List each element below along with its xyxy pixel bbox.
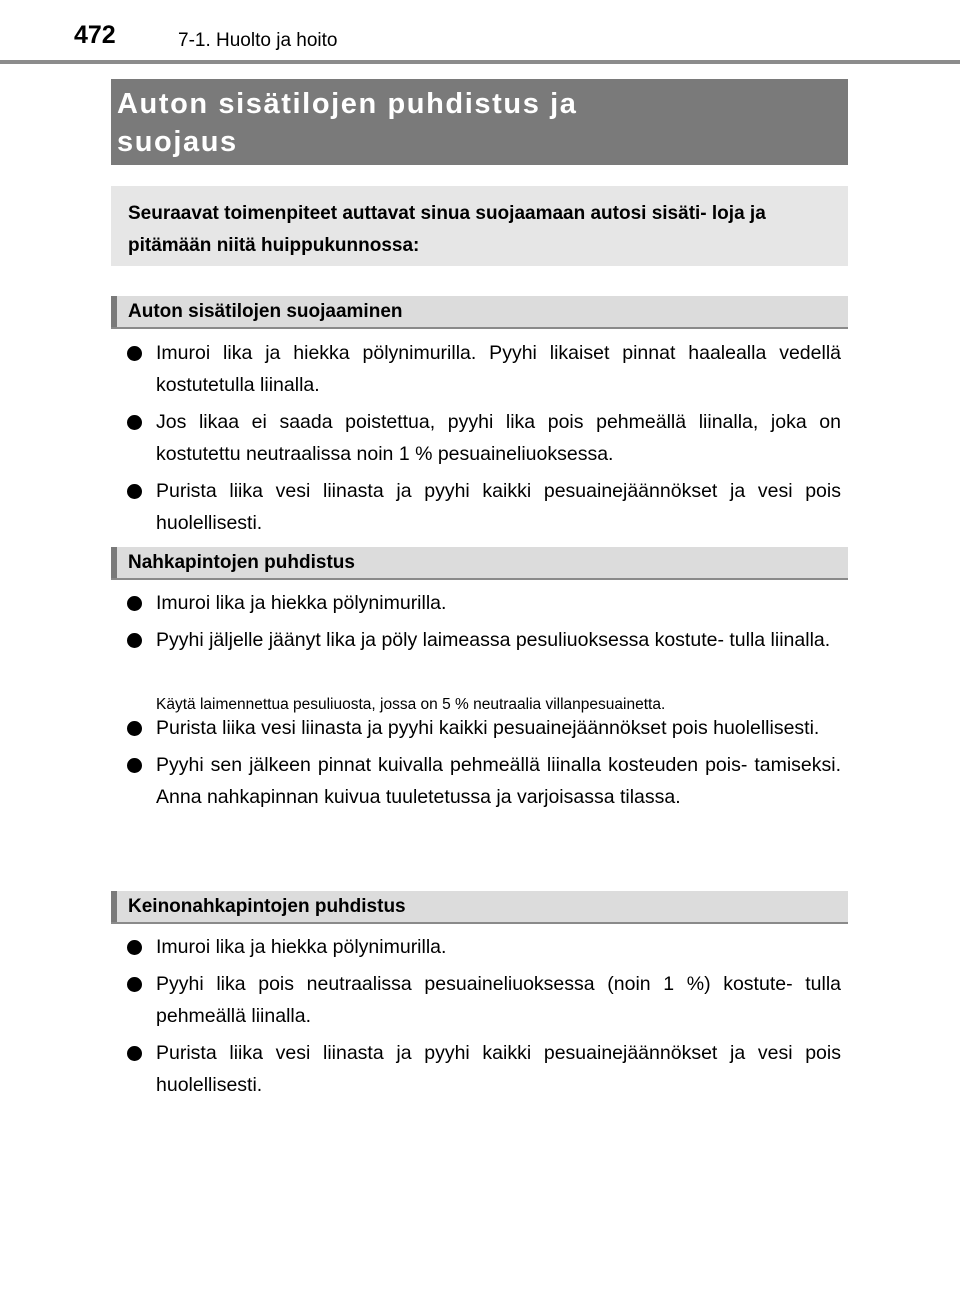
bullet-icon xyxy=(127,940,142,955)
bullet-list-leather-cleaning xyxy=(127,587,841,661)
list-item-text: Imuroi lika ja hiekka pölynimurilla. xyxy=(156,592,447,614)
header-rule xyxy=(0,60,960,64)
bullet-icon xyxy=(127,346,142,361)
list-item xyxy=(127,475,841,539)
subheading-text: Nahkapintojen puhdistus xyxy=(128,552,355,573)
page-title-line-2: suojaus xyxy=(117,126,238,158)
list-item xyxy=(127,749,841,813)
bullet-icon xyxy=(127,758,142,773)
bullet-icon xyxy=(127,977,142,992)
list-item-text: Jos likaa ei saada poistettua, pyyhi lika pois pehmeällä liinalla, joka on kostutettu neutraalissa noin 1 % pesuaineliuoksessa. xyxy=(156,411,841,465)
list-item xyxy=(127,931,841,963)
page-header xyxy=(0,0,960,64)
bullet-list-leather-cleaning-continued xyxy=(127,712,841,818)
bullet-icon xyxy=(127,721,142,736)
list-item xyxy=(127,712,841,744)
list-item xyxy=(127,337,841,401)
list-item xyxy=(127,406,841,470)
bullet-list-interior-protection xyxy=(127,337,841,544)
list-item-text: Purista liika vesi liinasta ja pyyhi kaikki pesuainejäännökset ja vesi pois huolellisesti. xyxy=(156,1042,841,1096)
subheading-interior-protection xyxy=(111,296,848,329)
subheading-synthetic-leather-cleaning xyxy=(111,891,848,924)
list-item xyxy=(127,968,841,1032)
list-item xyxy=(127,1037,841,1101)
subheading-text: Auton sisätilojen suojaaminen xyxy=(128,301,403,322)
list-item-text: Pyyhi sen jälkeen pinnat kuivalla pehmeällä liinalla kosteuden pois- tamiseksi. Anna nahkapinnan kuivua tuuletetussa ja varjoisassa tilassa. xyxy=(156,754,841,808)
note-text: Käytä laimennettua pesuliuosta, jossa on 5 % neutraalia villanpesuainetta. xyxy=(156,696,666,713)
page-title xyxy=(117,85,577,161)
bullet-icon xyxy=(127,484,142,499)
bullet-icon xyxy=(127,596,142,611)
intro-text: Seuraavat toimenpiteet auttavat sinua suojaamaan autosi sisäti- loja ja pitämään niitä huippukunnossa: xyxy=(128,203,766,256)
bullet-icon xyxy=(127,1046,142,1061)
bullet-list-synthetic-leather-cleaning xyxy=(127,931,841,1106)
list-item-text: Pyyhi jäljelle jäänyt lika ja pöly laimeassa pesuliuoksessa kostute- tulla liinalla. xyxy=(156,629,831,651)
list-item-text: Purista liika vesi liinasta ja pyyhi kaikki pesuainejäännökset pois huolellisesti. xyxy=(156,717,820,739)
list-item-text: Pyyhi lika pois neutraalissa pesuaineliuoksessa (noin 1 %) kostute- tulla pehmeällä liinalla. xyxy=(156,973,841,1027)
list-item-text: Imuroi lika ja hiekka pölynimurilla. Pyyhi likaiset pinnat haalealla vedellä kostutetulla liinalla. xyxy=(156,342,841,396)
list-item xyxy=(127,624,841,656)
subheading-text: Keinonahkapintojen puhdistus xyxy=(128,896,406,917)
bullet-icon xyxy=(127,633,142,648)
list-item-text: Purista liika vesi liinasta ja pyyhi kaikki pesuainejäännökset ja vesi pois huolellisesti. xyxy=(156,480,841,534)
list-item xyxy=(127,587,841,619)
page-title-line-1: Auton sisätilojen puhdistus ja xyxy=(117,88,578,120)
list-item-text: Imuroi lika ja hiekka pölynimurilla. xyxy=(156,936,447,958)
intro-box xyxy=(111,186,848,266)
section-label: 7-1. Huolto ja hoito xyxy=(178,30,338,51)
title-banner xyxy=(111,79,848,165)
subheading-leather-cleaning xyxy=(111,547,848,580)
bullet-icon xyxy=(127,415,142,430)
page-number: 472 xyxy=(74,21,116,49)
